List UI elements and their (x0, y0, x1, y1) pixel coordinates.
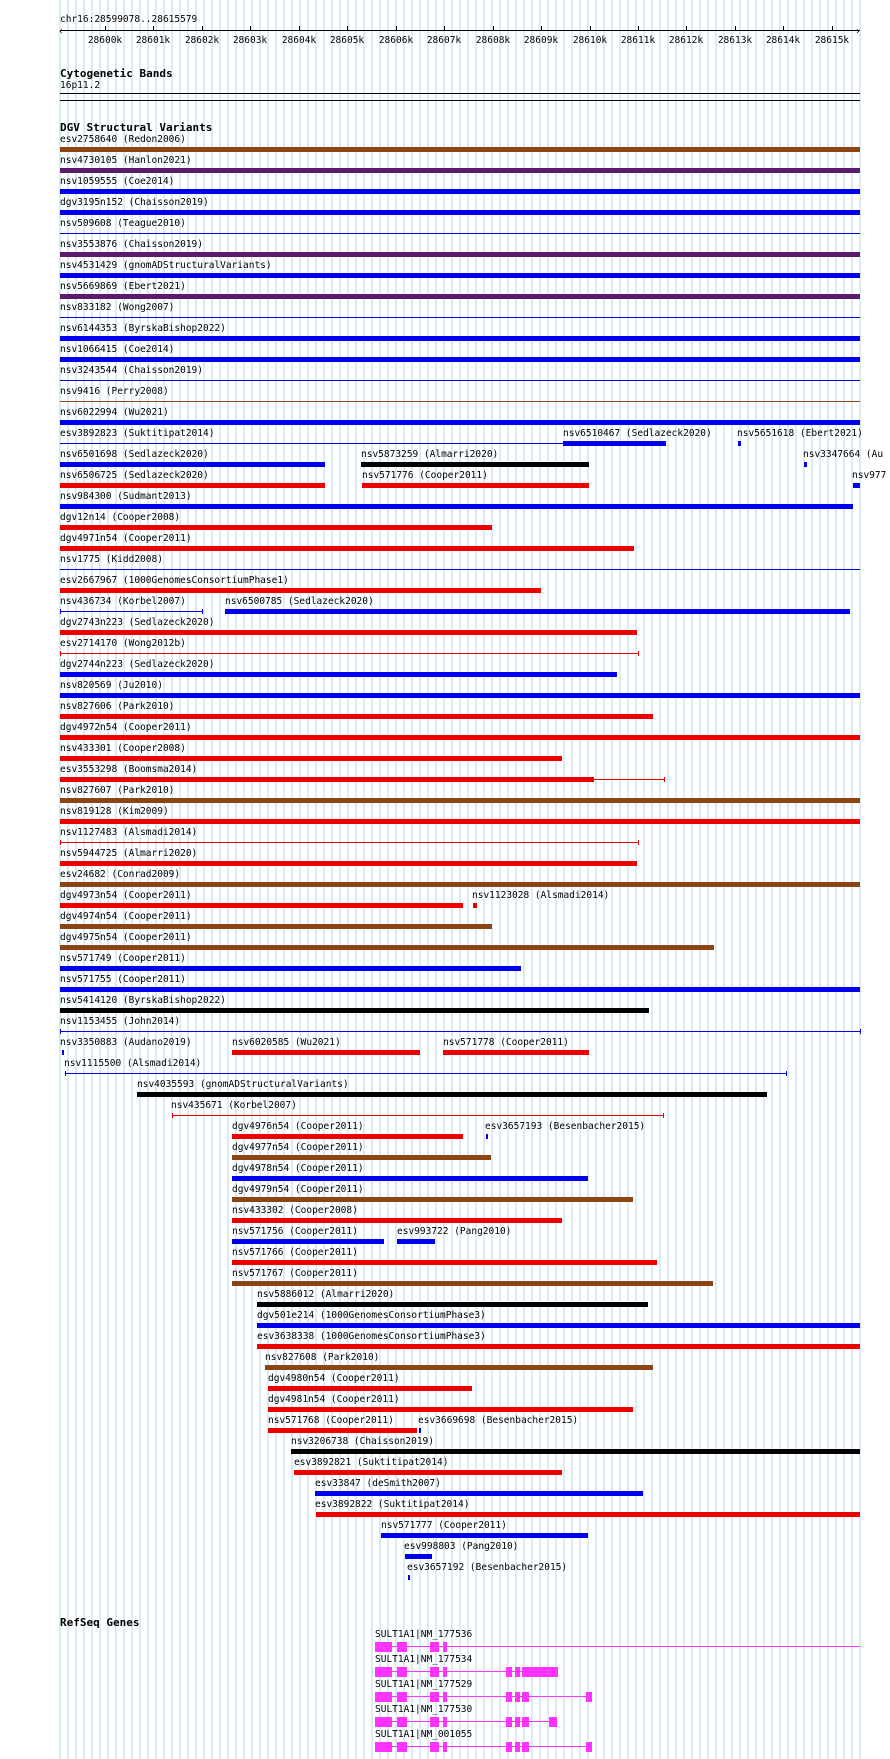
variant-label[interactable]: dgv4972n54 (Cooper2011) (60, 722, 192, 733)
variant-label[interactable]: esv3657192 (Besenbacher2015) (407, 1562, 568, 1573)
variant-bar[interactable] (294, 1470, 562, 1475)
variant-label[interactable]: dgv4979n54 (Cooper2011) (232, 1184, 364, 1195)
variant-label[interactable]: nsv5651618 (Ebert2021) (737, 428, 863, 439)
gene-exon[interactable] (515, 1742, 520, 1752)
variant-bar[interactable] (60, 756, 562, 761)
variant-label[interactable]: dgv4971n54 (Cooper2011) (60, 533, 192, 544)
ruler-tick-mark (638, 26, 639, 31)
ruler-tick-mark (105, 26, 106, 31)
ruler-tick-label: 28605k (329, 35, 365, 46)
variant-label[interactable]: nsv571755 (Cooper2011) (60, 974, 186, 985)
variant-bar[interactable] (443, 1050, 589, 1055)
variant-label[interactable]: esv3553298 (Boomsma2014) (60, 764, 198, 775)
variant-bar[interactable] (60, 273, 860, 278)
variant-bar[interactable] (60, 317, 860, 318)
variant-bar[interactable] (60, 380, 860, 381)
variant-bar[interactable] (60, 693, 860, 698)
variant-label[interactable]: nsv6500785 (Sedlazeck2020) (225, 596, 374, 607)
variant-label[interactable]: nsv833182 (Wong2007) (60, 302, 175, 313)
variant-bar[interactable] (60, 401, 860, 402)
variant-label[interactable]: nsv1059555 (Coe2014) (60, 176, 175, 187)
ruler-tick-label: 28608k (475, 35, 511, 46)
variant-bar[interactable] (60, 714, 653, 719)
variant-bar[interactable] (60, 987, 860, 992)
variant-bar[interactable] (60, 672, 617, 677)
variant-label[interactable]: dgv4973n54 (Cooper2011) (60, 890, 192, 901)
variant-bar[interactable] (60, 945, 714, 950)
gene-exon[interactable] (375, 1642, 392, 1652)
variant-bar[interactable] (60, 653, 638, 654)
ruler-tick-mark (735, 26, 736, 31)
variant-label[interactable]: esv3638338 (1000GenomesConsortiumPhase3) (257, 1331, 486, 1342)
variant-bar[interactable] (60, 168, 860, 173)
variant-label[interactable]: esv24682 (Conrad2009) (60, 869, 181, 880)
variant-bar[interactable] (60, 777, 594, 782)
gene-exon[interactable] (443, 1692, 447, 1702)
variant-bar-cap (172, 1113, 173, 1118)
variant-label[interactable]: dgv4981n54 (Cooper2011) (268, 1394, 400, 1405)
variant-label[interactable]: nsv819128 (Kim2009) (60, 806, 169, 817)
variant-label[interactable]: nsv436734 (Korbel2007) (60, 596, 186, 607)
variant-label[interactable]: nsv1123028 (Alsmadi2014) (472, 890, 610, 901)
variant-label[interactable]: dgv4980n54 (Cooper2011) (268, 1373, 400, 1384)
variant-label[interactable]: nsv1153455 (John2014) (60, 1016, 181, 1027)
variant-bar[interactable] (60, 252, 860, 257)
ruler-tick-mark (396, 26, 397, 31)
variant-bar[interactable] (419, 1428, 421, 1433)
variant-bar[interactable] (60, 842, 638, 843)
variant-label[interactable]: nsv3347664 (Au (803, 449, 884, 460)
variant-label[interactable]: nsv4035593 (gnomADStructuralVariants) (137, 1079, 349, 1090)
variant-label[interactable]: nsv1115500 (Alsmadi2014) (64, 1058, 202, 1069)
ruler-tick-label: 28615k (814, 35, 850, 46)
variant-label[interactable]: nsv3206738 (Chaisson2019) (291, 1436, 434, 1447)
gene-exon[interactable] (430, 1742, 439, 1752)
variant-bar[interactable] (60, 630, 637, 635)
ruler-tick-label: 28611k (620, 35, 656, 46)
cytoband-track-title: Cytogenetic Bands (60, 67, 173, 80)
gene-exon[interactable] (430, 1717, 439, 1727)
variant-bar[interactable] (60, 1008, 649, 1013)
variant-label[interactable]: nsv827606 (Park2010) (60, 701, 175, 712)
variant-label[interactable]: nsv977 (852, 470, 887, 481)
variant-bar[interactable] (60, 819, 860, 824)
variant-bar[interactable] (60, 569, 860, 570)
refseq-track-title: RefSeq Genes (60, 1616, 140, 1629)
variant-label[interactable]: nsv820569 (Ju2010) (60, 680, 163, 691)
variant-bar[interactable] (397, 1239, 435, 1244)
variant-label[interactable]: nsv6144353 (ByrskaBishop2022) (60, 323, 226, 334)
ruler-tick-label: 28604k (281, 35, 317, 46)
ruler-tick-mark (783, 26, 784, 31)
variant-bar[interactable] (408, 1575, 410, 1580)
ruler-tick-label: 28603k (232, 35, 268, 46)
gene-label[interactable]: SULT1A1|NM_177530 (375, 1704, 473, 1715)
variant-bar[interactable] (60, 966, 521, 971)
gene-exon[interactable] (443, 1742, 447, 1752)
variant-label[interactable]: dgv2744n223 (Sedlazeck2020) (60, 659, 215, 670)
variant-bar[interactable] (60, 357, 860, 362)
variant-bar[interactable] (853, 483, 860, 488)
variant-bar[interactable] (60, 294, 860, 299)
gene-exon[interactable] (375, 1692, 392, 1702)
position-label: chr16:28599078..28615579 (60, 14, 198, 25)
variant-label[interactable]: nsv6022994 (Wu2021) (60, 407, 169, 418)
ruler-tick-label: 28613k (717, 35, 753, 46)
gene-label[interactable]: SULT1A1|NM_001055 (375, 1729, 473, 1740)
variant-label[interactable]: nsv571768 (Cooper2011) (268, 1415, 394, 1426)
variant-bar[interactable] (60, 336, 860, 341)
variant-label[interactable]: nsv571776 (Cooper2011) (362, 470, 488, 481)
variant-label[interactable]: nsv3350883 (Audano2019) (60, 1037, 192, 1048)
gene-exon[interactable] (522, 1667, 558, 1677)
dgv-track-title: DGV Structural Variants (60, 121, 213, 134)
variant-bar[interactable] (232, 1197, 633, 1202)
gene-exon[interactable] (586, 1692, 592, 1702)
ruler-tick-label: 28600k (87, 35, 123, 46)
variant-bar-cap (60, 1029, 61, 1034)
variant-bar[interactable] (60, 420, 860, 425)
variant-label[interactable]: nsv4531429 (gnomADStructuralVariants) (60, 260, 272, 271)
variant-bar[interactable] (62, 1050, 64, 1055)
gene-exon[interactable] (443, 1667, 447, 1677)
ruler-tick-mark (250, 26, 251, 31)
variant-bar[interactable] (381, 1533, 588, 1538)
variant-label[interactable]: dgv4978n54 (Cooper2011) (232, 1163, 364, 1174)
variant-bar-cap (60, 651, 61, 656)
variant-bar[interactable] (361, 462, 589, 467)
ruler-tick-mark (493, 26, 494, 31)
variant-bar[interactable] (60, 798, 860, 803)
ruler-tick-mark (347, 26, 348, 31)
gene-label[interactable]: SULT1A1|NM_177536 (375, 1629, 473, 1640)
ruler-tick-mark (686, 26, 687, 31)
gene-exon[interactable] (375, 1717, 392, 1727)
gene-exon[interactable] (397, 1742, 407, 1752)
ruler-tick-label: 28609k (523, 35, 559, 46)
variant-bar[interactable] (60, 189, 860, 194)
variant-label[interactable]: nsv1066415 (Coe2014) (60, 344, 175, 355)
gene-intron-line (375, 1746, 592, 1747)
variant-bar[interactable] (60, 861, 637, 866)
variant-bar[interactable] (60, 462, 325, 467)
ruler-tick-mark (832, 26, 833, 31)
ruler-tick-label: 28606k (378, 35, 414, 46)
gene-exon[interactable] (430, 1642, 439, 1652)
variant-label[interactable]: nsv5414120 (ByrskaBishop2022) (60, 995, 226, 1006)
ruler-tick-mark (153, 26, 154, 31)
variant-label[interactable]: nsv435671 (Korbel2007) (171, 1100, 297, 1111)
variant-label[interactable]: esv2714170 (Wong2012b) (60, 638, 186, 649)
variant-bar[interactable] (563, 441, 666, 446)
gene-exon[interactable] (522, 1692, 529, 1702)
variant-label[interactable]: esv3892821 (Suktitipat2014) (294, 1457, 449, 1468)
variant-label[interactable]: dgv4974n54 (Cooper2011) (60, 911, 192, 922)
variant-bar[interactable] (60, 233, 860, 234)
variant-bar[interactable] (60, 882, 860, 887)
ruler-tick-mark (444, 26, 445, 31)
variant-bar[interactable] (257, 1302, 648, 1307)
variant-label[interactable]: esv2758640 (Redon2006) (60, 134, 186, 145)
variant-label[interactable]: nsv571766 (Cooper2011) (232, 1247, 358, 1258)
ruler-right-arrow: › (855, 26, 861, 37)
variant-label[interactable]: esv998803 (Pang2010) (404, 1541, 519, 1552)
ruler-line (60, 30, 860, 31)
variant-label[interactable]: nsv6510467 (Sedlazeck2020) (563, 428, 712, 439)
variant-label[interactable]: nsv1127483 (Alsmadi2014) (60, 827, 198, 838)
variant-bar[interactable] (486, 1134, 488, 1139)
gene-exon[interactable] (375, 1667, 392, 1677)
variant-label[interactable]: nsv571767 (Cooper2011) (232, 1268, 358, 1279)
variant-bar-cap (860, 1029, 861, 1034)
variant-label[interactable]: nsv509608 (Teague2010) (60, 218, 186, 229)
gene-label[interactable]: SULT1A1|NM_177534 (375, 1654, 473, 1665)
variant-bar[interactable] (137, 1092, 767, 1097)
variant-label[interactable]: nsv984300 (Sudmant2013) (60, 491, 192, 502)
variant-bar-cap (65, 1071, 66, 1076)
variant-label[interactable]: esv3892822 (Suktitipat2014) (315, 1499, 470, 1510)
variant-bar[interactable] (225, 609, 850, 614)
variant-bar[interactable] (232, 1155, 491, 1160)
variant-label[interactable]: esv3892823 (Suktitipat2014) (60, 428, 215, 439)
variant-bar[interactable] (315, 1491, 643, 1496)
variant-label[interactable]: dgv2743n223 (Sedlazeck2020) (60, 617, 215, 628)
variant-bar[interactable] (804, 462, 807, 467)
variant-bar-cap (638, 840, 639, 845)
gene-exon[interactable] (430, 1667, 439, 1677)
variant-label[interactable]: nsv5886012 (Almarri2020) (257, 1289, 395, 1300)
gene-label[interactable]: SULT1A1|NM_177529 (375, 1679, 473, 1690)
variant-bar[interactable] (232, 1260, 657, 1265)
variant-bar[interactable] (60, 504, 853, 509)
gene-exon[interactable] (443, 1717, 447, 1727)
variant-label[interactable]: nsv571778 (Cooper2011) (443, 1037, 569, 1048)
variant-bar[interactable] (268, 1386, 472, 1391)
variant-label[interactable]: esv3669698 (Besenbacher2015) (418, 1415, 579, 1426)
variant-label[interactable]: esv33847 (deSmith2007) (315, 1478, 441, 1489)
variant-bar[interactable] (60, 483, 325, 488)
gene-exon[interactable] (375, 1742, 392, 1752)
variant-bar-tail (594, 779, 664, 780)
gene-exon[interactable] (549, 1717, 557, 1727)
variant-label[interactable]: nsv5873259 (Almarri2020) (361, 449, 499, 460)
gene-exon[interactable] (397, 1642, 407, 1652)
variant-label[interactable]: esv993722 (Pang2010) (397, 1226, 512, 1237)
variant-label[interactable]: nsv827607 (Park2010) (60, 785, 175, 796)
variant-bar-cap (638, 651, 639, 656)
ruler-tick-mark (541, 26, 542, 31)
variant-bar[interactable] (232, 1176, 588, 1181)
variant-bar[interactable] (60, 588, 541, 593)
gene-exon[interactable] (515, 1667, 520, 1677)
variant-label[interactable]: nsv571756 (Cooper2011) (232, 1226, 358, 1237)
gene-exon[interactable] (522, 1717, 529, 1727)
ruler-tick-mark (299, 26, 300, 31)
ruler-tick-mark (590, 26, 591, 31)
variant-label[interactable]: nsv6501698 (Sedlazeck2020) (60, 449, 209, 460)
variant-bar[interactable] (60, 210, 860, 215)
variant-label[interactable]: nsv827608 (Park2010) (265, 1352, 380, 1363)
variant-label[interactable]: nsv9416 (Perry2008) (60, 386, 169, 397)
ruler-tick-label: 28612k (668, 35, 704, 46)
variant-bar[interactable] (232, 1050, 420, 1055)
ruler-tick-label: 28602k (184, 35, 220, 46)
variant-bar[interactable] (291, 1449, 860, 1454)
variant-label[interactable]: nsv433302 (Cooper2008) (232, 1205, 358, 1216)
gene-exon[interactable] (586, 1742, 592, 1752)
gene-exon[interactable] (515, 1717, 520, 1727)
ruler-tick-label: 28607k (426, 35, 462, 46)
variant-label[interactable]: esv3657193 (Besenbacher2015) (485, 1121, 646, 1132)
gene-exon[interactable] (443, 1642, 447, 1652)
variant-bar[interactable] (738, 441, 741, 446)
variant-bar[interactable] (268, 1428, 417, 1433)
variant-label[interactable]: nsv5944725 (Almarri2020) (60, 848, 198, 859)
gene-exon[interactable] (506, 1692, 512, 1702)
variant-label[interactable]: nsv6506725 (Sedlazeck2020) (60, 470, 209, 481)
variant-bar[interactable] (232, 1218, 562, 1223)
variant-bar[interactable] (232, 1134, 463, 1139)
variant-label[interactable]: dgv3195n152 (Chaisson2019) (60, 197, 209, 208)
variant-label[interactable]: nsv571777 (Cooper2011) (381, 1520, 507, 1531)
variant-bar[interactable] (60, 611, 202, 612)
variant-bar[interactable] (60, 147, 860, 152)
variant-bar[interactable] (268, 1407, 633, 1412)
variant-label[interactable]: dgv501e214 (1000GenomesConsortiumPhase3) (257, 1310, 486, 1321)
variant-bar[interactable] (316, 1512, 860, 1517)
variant-label[interactable]: nsv1775 (Kidd2008) (60, 554, 163, 565)
gene-intron-line (375, 1696, 592, 1697)
ruler-tick-mark (202, 26, 203, 31)
variant-bar[interactable] (232, 1239, 384, 1244)
gene-exon[interactable] (397, 1717, 407, 1727)
variant-bar[interactable] (60, 735, 860, 740)
variant-bar[interactable] (473, 903, 477, 908)
gene-exon[interactable] (515, 1692, 520, 1702)
variant-bar[interactable] (60, 546, 634, 551)
gene-exon[interactable] (397, 1667, 407, 1677)
variant-bar[interactable] (405, 1554, 432, 1559)
variant-label[interactable]: esv2667967 (1000GenomesConsortiumPhase1) (60, 575, 289, 586)
variant-bar[interactable] (60, 924, 492, 929)
variant-bar[interactable] (60, 443, 564, 444)
ruler-tick-label: 28601k (135, 35, 171, 46)
gene-exon[interactable] (506, 1742, 512, 1752)
variant-bar[interactable] (362, 483, 589, 488)
variant-bar[interactable] (65, 1073, 786, 1074)
gene-exon[interactable] (397, 1692, 407, 1702)
variant-bar[interactable] (60, 1031, 860, 1032)
variant-bar[interactable] (60, 525, 492, 530)
variant-bar[interactable] (60, 903, 463, 908)
variant-bar[interactable] (257, 1344, 860, 1349)
variant-label[interactable]: dgv4976n54 (Cooper2011) (232, 1121, 364, 1132)
variant-bar[interactable] (172, 1115, 663, 1116)
variant-bar-cap (664, 777, 665, 782)
variant-label[interactable]: dgv4975n54 (Cooper2011) (60, 932, 192, 943)
variant-label[interactable]: nsv3553876 (Chaisson2019) (60, 239, 203, 250)
variant-bar-cap (60, 840, 61, 845)
variant-label[interactable]: nsv5669869 (Ebert2021) (60, 281, 186, 292)
gene-exon[interactable] (430, 1692, 439, 1702)
variant-bar-cap (60, 609, 61, 614)
cytoband-label: 16p11.2 (60, 80, 101, 91)
variant-label[interactable]: nsv571749 (Cooper2011) (60, 953, 186, 964)
ruler-left-arrow: ‹ (58, 26, 64, 37)
gene-exon[interactable] (506, 1667, 512, 1677)
track-divider (60, 100, 860, 101)
cytoband-band-bar (60, 93, 860, 94)
variant-bar[interactable] (232, 1281, 713, 1286)
ruler-tick-label: 28610k (572, 35, 608, 46)
variant-label[interactable]: nsv6020585 (Wu2021) (232, 1037, 341, 1048)
gene-exon[interactable] (522, 1742, 529, 1752)
variant-label[interactable]: nsv3243544 (Chaisson2019) (60, 365, 203, 376)
variant-bar[interactable] (257, 1323, 860, 1328)
gene-exon[interactable] (506, 1717, 512, 1727)
variant-bar-cap (663, 1113, 664, 1118)
variant-bar-cap (202, 609, 203, 614)
variant-label[interactable]: dgv4977n54 (Cooper2011) (232, 1142, 364, 1153)
variant-label[interactable]: nsv433301 (Cooper2008) (60, 743, 186, 754)
variant-bar[interactable] (265, 1365, 653, 1370)
variant-label[interactable]: dgv12n14 (Cooper2008) (60, 512, 181, 523)
variant-bar-cap (786, 1071, 787, 1076)
gene-intron-line (375, 1646, 860, 1647)
ruler-tick-label: 28614k (765, 35, 801, 46)
variant-label[interactable]: nsv4730105 (Hanlon2021) (60, 155, 192, 166)
